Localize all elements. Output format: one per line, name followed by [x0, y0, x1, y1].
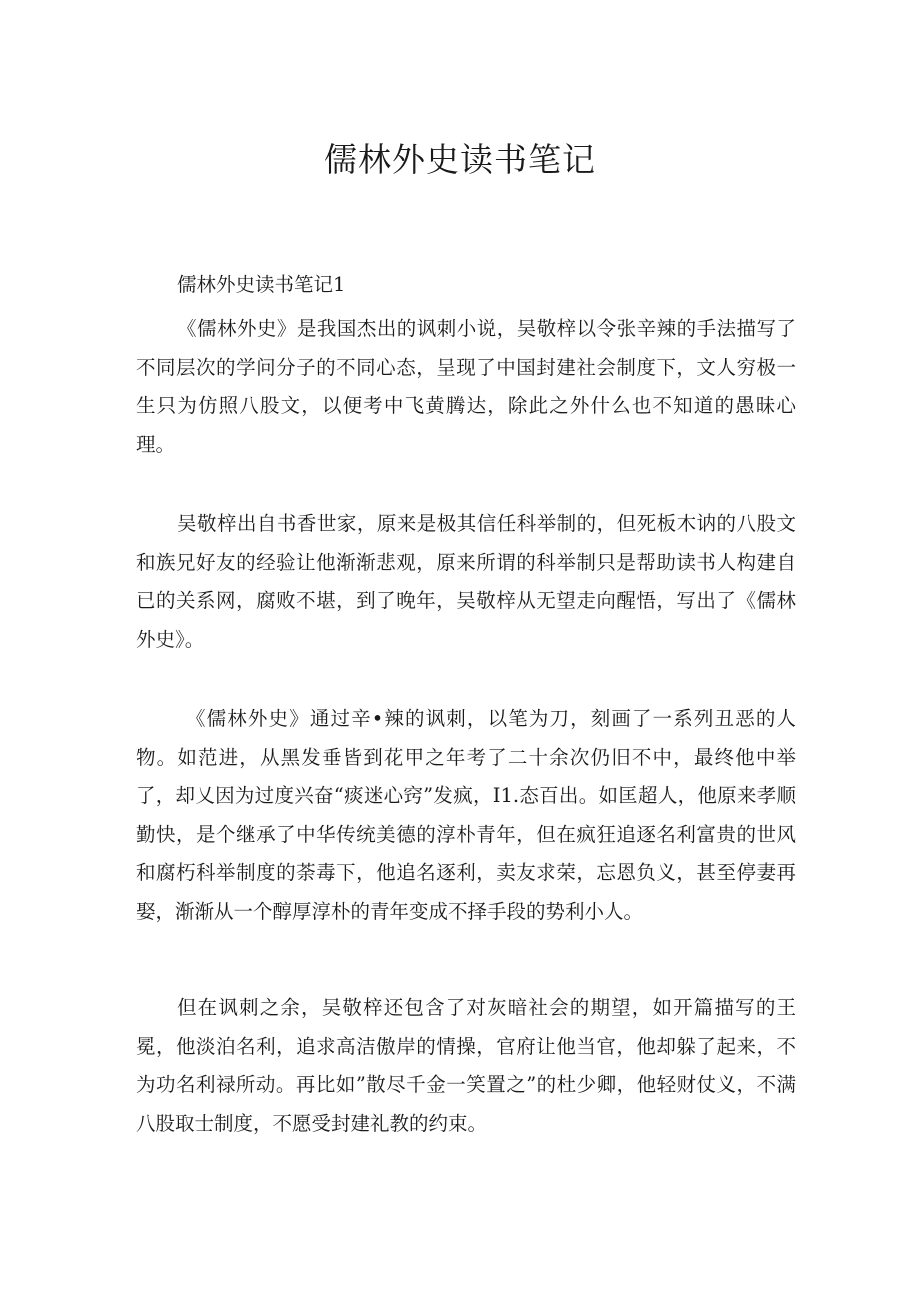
- section-heading: 儒林外史读书笔记1: [177, 273, 346, 296]
- paragraph-author-background: 吴敬梓出自书香世家，原来是极其信任科举制的，但死板木讷的八股文和族兄好友的经验让他渐渐悲观，原来所谓的科举制只是帮助读书人构建自已的关系网，腐败不堪，到了晚年，吴敬梓从无望走向醒悟，写出了《儒林外史》。: [136, 512, 796, 651]
- paragraph-intro: 《儒林外史》是我国杰出的讽刺小说，吴敬梓以令张辛辣的手法描写了不同层次的学问分子的不同心态，呈现了中国封建社会制度下，文人穷极一生只为仿照八股文，以便考中飞黄腾达，除此之外什么也不知道的愚昧心理。: [136, 317, 796, 456]
- document-title: 儒林外史读书笔记: [324, 140, 596, 179]
- paragraph-characters-satire: 《儒林外史》通过辛•辣的讽刺，以笔为刀，刻画了一系列丑恶的人物。如范进，从黑发垂皆到花甲之年考了二十余次仍旧不中，最终他中举了，却乂因为过度兴奋“痰迷心窍”发疯，I1.态百出。如匡超人，他原来孝顺勤快，是个继承了中华传统美德的淳朴青年，但在疯狂追逐名利富贵的世风和腐朽科举制度的荼毒下，他追名逐利，卖友求荣，忘恩负义，甚至停妻再娶，渐渐从一个醇厚淳朴的青年变成不择手段的势利小人。: [136, 707, 796, 923]
- paragraph-hope: 但在讽刺之余，吴敬梓还包含了对灰暗社会的期望，如开篇描写的王冕，他淡泊名利，追求高洁傲岸的情操，官府让他当官，他却躲了起来，不为功名利禄所动。再比如”散尽千金一笑置之”的杜少卿，他轻财仗义，不满八股取士制度，不愿受封建礼教的约束。: [136, 996, 796, 1135]
